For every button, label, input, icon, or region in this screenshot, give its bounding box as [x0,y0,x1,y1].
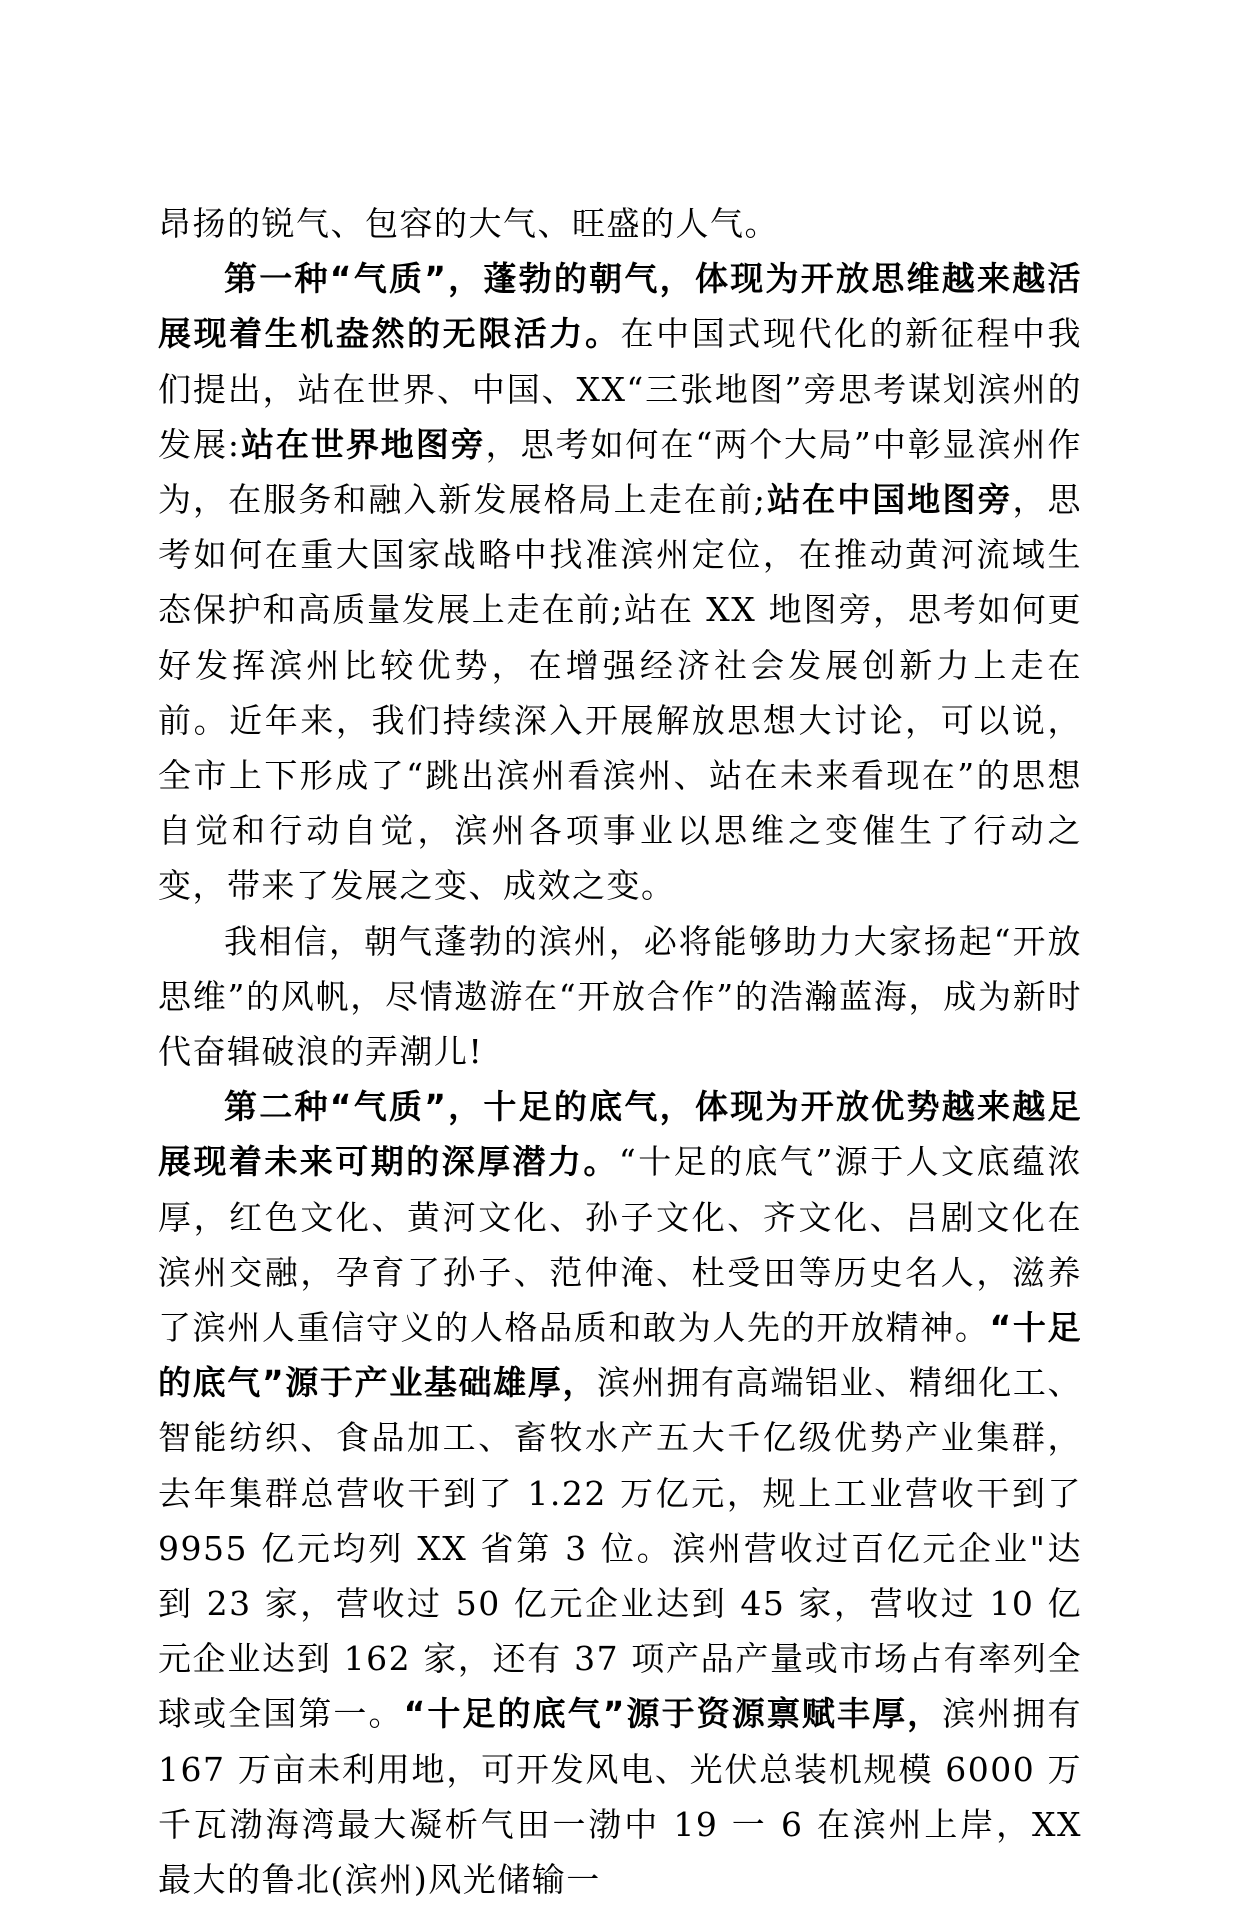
text-run: ，思考如何在“两个大局”中彰显滨州作为，在服务和融入新发展格局上走在前; [158,424,1083,520]
paragraph-intro [158,196,1082,251]
text-run: ，思考如何在重大国家战略中找准滨州定位，在推动黄河流域生态保护和高质量发展上走在前;站在 XX 地图旁，思考如何更好发挥滨州比较优势，在增强经济社会发展创新力上走在前。近年来，我们持续深入开展解放思想大讨论，可以说，全市上下形成了“跳出滨州看滨州、站在未来看现在”的思想自觉和行动自觉，滨州各项事业以思维之变催生了行动之变，带来了发展之变、成效之变。 [158,480,1083,906]
paragraph-belief [158,914,1082,1080]
text-run: 滨州拥有高端铝业、精细化工、智能纺织、食品加工、畜牧水产五大千亿级优势产业集群，去年集群总营收干到了 1.22 万亿元，规上工业营收干到了 9955 亿元均列 XX 省第 3 位。滨州营收过百亿元企业"达到 23 家，营收过 50 亿元企业达到 45 家，营收过 10 亿元企业达到 162 家，还有 37 项产品产量或市场占有率列全球或全国第一。 [158,1363,1082,1734]
paragraph-second-quality [158,1079,1082,1907]
text-run: 滨州拥有 167 万亩未利用地，可开发风电、光伏总装机规模 6000 万千瓦渤海湾最大凝析气田一渤中 19 一 6 在滨州上岸，XX 最大的鲁北(滨州)风光储输一 [158,1694,1083,1900]
emphasis-run: 站在世界地图旁 [240,424,486,464]
text-run: 我相信，朝气蓬勃的滨州，必将能够助力大家扬起“开放思维”的风帆，尽情遨游在“开放合作”的浩瀚蓝海，成为新时代奋辑破浪的弄潮儿! [158,921,1082,1072]
document-page [158,196,1082,1907]
text-run: 在中国式现代化的新征程中我们提出，站在世界、中国、XX“三张地图”旁思考谋划滨州的发展: [158,314,1083,464]
heading-run: 第一种“气质”，蓬勃的朝气，体现为开放思维越来越活展现着生机盎然的无限活力。 [158,259,1082,354]
emphasis-run: “十足的底气”源于产业基础雄厚， [158,1308,1082,1403]
emphasis-run: 站在中国地图旁 [766,480,1013,520]
paragraph-first-quality [158,251,1082,913]
text-run: “十足的底气”源于人文底蕴浓厚，红色文化、黄河文化、孙子文化、齐文化、吕剧文化在滨州交融，孕育了孙子、范仲淹、杜受田等历史名人，滋养了滨州人重信守义的人格品质和敢为人先的开放精神。 [158,1142,1082,1348]
heading-run: 第二种“气质”，十足的底气，体现为开放优势越来越足展现着未来可期的深厚潜力。 [158,1087,1082,1182]
text-run: 昂扬的锐气、包容的大气、旺盛的人气。 [158,204,779,243]
emphasis-run: “十足的底气”源于资源禀赋丰厚， [403,1694,943,1734]
